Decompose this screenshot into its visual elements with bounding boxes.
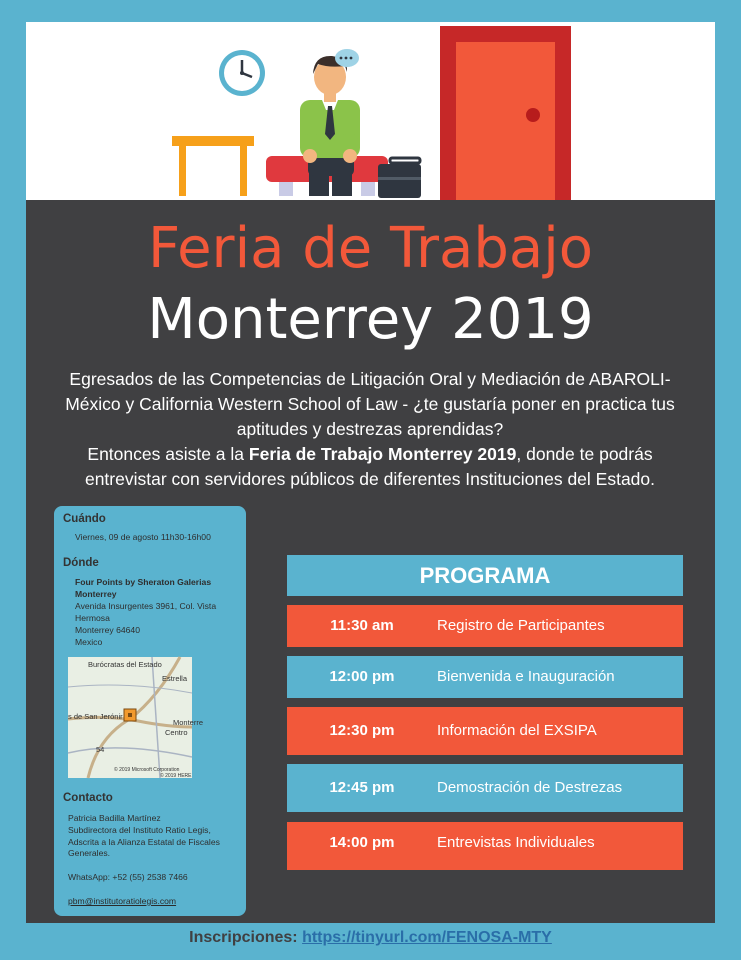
intro-paragraph-1: Egresados de las Competencias de Litigación Oral y Mediación de ABAROLI-México y California Western School of Law - ¿te gustaría poner en practica tus aptitudes y destrezas aprendidas? bbox=[65, 369, 675, 439]
program-activity: Entrevistas Individuales bbox=[437, 834, 595, 851]
event-subtitle: Monterrey 2019 bbox=[147, 287, 594, 352]
intro-text-part: Entonces asiste a la bbox=[87, 444, 249, 464]
programa-heading: PROGRAMA bbox=[287, 555, 683, 596]
map-label: Monterre bbox=[173, 718, 204, 727]
program-activity: Demostración de Destrezas bbox=[437, 779, 623, 796]
venue-country: Mexico bbox=[75, 637, 103, 647]
event-title: Feria de Trabajo bbox=[147, 216, 594, 281]
map-copyright: © 2019 HERE bbox=[160, 773, 192, 779]
map-label: Centro bbox=[165, 728, 188, 737]
when-value: Viernes, 09 de agosto 11h30-16h00 bbox=[75, 532, 211, 542]
map-label: Estrella bbox=[162, 674, 188, 683]
contact-email-link[interactable]: pbm@institutoratiolegis.com bbox=[68, 896, 177, 906]
program-activity: Bienvenida e Inauguración bbox=[437, 668, 615, 685]
map-copyright: © 2019 Microsoft Corporation bbox=[114, 767, 180, 773]
thought-bubble-icon bbox=[335, 49, 359, 67]
program-time: 12:00 pm bbox=[329, 668, 395, 685]
contact-label: Contacto bbox=[63, 792, 113, 804]
event-info-card bbox=[54, 506, 246, 916]
program-time: 12:45 pm bbox=[329, 779, 395, 796]
program-time: 11:30 am bbox=[330, 617, 394, 634]
map-label: s de San Jerónir bbox=[68, 712, 123, 721]
venue-city: Monterrey 64640 bbox=[75, 625, 140, 635]
contact-name: Patricia Badilla Martínez bbox=[68, 813, 161, 823]
program-item bbox=[287, 707, 683, 755]
table-icon bbox=[172, 136, 254, 196]
registration-link[interactable]: https://tinyurl.com/FENOSA-MTY bbox=[302, 929, 552, 946]
program-time: 12:30 pm bbox=[329, 722, 395, 739]
contact-role: Subdirectora del Instituto Ratio Legis, Adscrita a la Alianza Estatal de Fiscales Generales. bbox=[68, 825, 220, 859]
door-icon bbox=[440, 26, 571, 200]
location-map[interactable] bbox=[68, 657, 204, 779]
program-item bbox=[287, 764, 683, 812]
registration-label: Inscripciones: bbox=[189, 929, 298, 946]
clock-icon bbox=[219, 50, 265, 96]
venue-address: Avenida Insurgentes 3961, Col. Vista Hermosa bbox=[75, 601, 217, 623]
program-item bbox=[287, 605, 683, 647]
program-activity: Información del EXSIPA bbox=[437, 722, 597, 739]
map-label: Burócratas del Estado bbox=[88, 660, 162, 669]
contact-whatsapp: WhatsApp: +52 (55) 2538 7466 bbox=[68, 872, 188, 882]
intro-text bbox=[50, 367, 690, 492]
person-icon bbox=[300, 56, 360, 196]
program-activity: Registro de Participantes bbox=[437, 617, 605, 634]
intro-highlight: Feria de Trabajo Monterrey 2019 bbox=[248, 444, 517, 464]
intro-paragraph-2 bbox=[50, 442, 690, 492]
when-label: Cuándo bbox=[63, 513, 106, 525]
program-item bbox=[287, 656, 683, 698]
map-label: 54 bbox=[96, 745, 105, 754]
program-time: 14:00 pm bbox=[329, 834, 395, 851]
intro-text-part: , donde te podrás entrevistar con servidores públicos de diferentes Instituciones del Estado. bbox=[84, 444, 656, 489]
waiting-room-illustration bbox=[26, 22, 715, 200]
program-item bbox=[287, 822, 683, 870]
venue-name: Four Points by Sheraton Galerias Monterrey bbox=[75, 577, 212, 599]
registration-footer bbox=[0, 929, 741, 947]
briefcase-icon bbox=[378, 158, 421, 198]
where-label: Dónde bbox=[63, 557, 99, 569]
contact-email[interactable] bbox=[68, 896, 240, 908]
hero-illustration bbox=[26, 22, 715, 200]
